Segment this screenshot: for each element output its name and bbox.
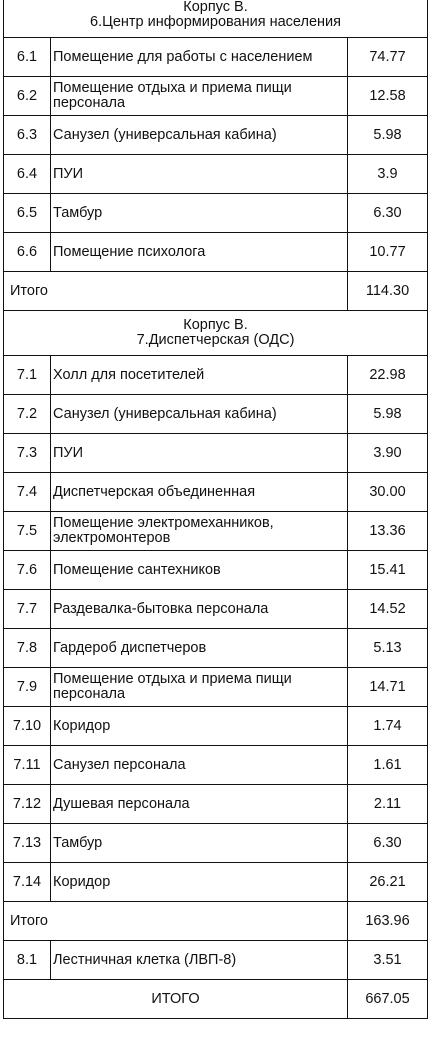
- subtotal-row: [4, 902, 428, 941]
- table-row: [4, 590, 428, 629]
- section-header: [4, 0, 428, 38]
- room-number: 7.14: [4, 863, 51, 902]
- room-area: 6.30: [348, 824, 428, 863]
- room-number: 7.9: [4, 668, 51, 707]
- section-header-row: [4, 311, 428, 356]
- room-area: 2.11: [348, 785, 428, 824]
- room-name: Помещение отдыха и приема пищи персонала: [51, 668, 348, 707]
- room-name: ПУИ: [51, 434, 348, 473]
- table-row: [4, 707, 428, 746]
- room-name: Душевая персонала: [51, 785, 348, 824]
- table-row: [4, 941, 428, 980]
- section-title: 6.Центр информирования населения: [90, 14, 341, 30]
- room-area: 14.71: [348, 668, 428, 707]
- room-area: 5.98: [348, 395, 428, 434]
- grand-total-label: ИТОГО: [4, 980, 348, 1019]
- table-row: [4, 155, 428, 194]
- table-row: [4, 395, 428, 434]
- room-area: 3.9: [348, 155, 428, 194]
- room-number: 6.2: [4, 77, 51, 116]
- room-area: 3.90: [348, 434, 428, 473]
- room-number: 6.1: [4, 38, 51, 77]
- room-number: 7.1: [4, 356, 51, 395]
- room-name: Помещение для работы с населением: [51, 38, 348, 77]
- room-area: 5.98: [348, 116, 428, 155]
- section-title: 7.Диспетчерская (ОДС): [136, 332, 295, 348]
- table-row: [4, 785, 428, 824]
- room-area: 1.61: [348, 746, 428, 785]
- room-name: Санузел персонала: [51, 746, 348, 785]
- table-row: [4, 863, 428, 902]
- room-number: 7.12: [4, 785, 51, 824]
- room-number: 7.7: [4, 590, 51, 629]
- room-name: Тамбур: [51, 194, 348, 233]
- table-row: [4, 233, 428, 272]
- table-row: [4, 551, 428, 590]
- room-number: 7.2: [4, 395, 51, 434]
- subtotal-value: 163.96: [348, 902, 428, 941]
- section-header: [4, 311, 428, 356]
- room-number: 7.10: [4, 707, 51, 746]
- room-area: 10.77: [348, 233, 428, 272]
- room-name: Помещение отдыха и приема пищи персонала: [51, 77, 348, 116]
- table-row: [4, 77, 428, 116]
- table-row: [4, 434, 428, 473]
- room-name: Гардероб диспетчеров: [51, 629, 348, 668]
- room-area: 1.74: [348, 707, 428, 746]
- area-table-sheet: [3, 0, 427, 1019]
- table-row: [4, 824, 428, 863]
- room-name: Коридор: [51, 863, 348, 902]
- room-name: Тамбур: [51, 824, 348, 863]
- room-area: 5.13: [348, 629, 428, 668]
- room-area: 6.30: [348, 194, 428, 233]
- room-number: 7.6: [4, 551, 51, 590]
- room-name: Диспетчерская объединенная: [51, 473, 348, 512]
- room-name: ПУИ: [51, 155, 348, 194]
- room-area: 74.77: [348, 38, 428, 77]
- section-7: [4, 311, 428, 941]
- room-number: 7.13: [4, 824, 51, 863]
- room-number: 7.3: [4, 434, 51, 473]
- room-number: 7.4: [4, 473, 51, 512]
- room-name: Помещение электромеханников, электромонтеров: [51, 512, 348, 551]
- room-number: 6.6: [4, 233, 51, 272]
- room-area: 30.00: [348, 473, 428, 512]
- room-name: Помещение сантехников: [51, 551, 348, 590]
- room-area: 12.58: [348, 77, 428, 116]
- table-row: [4, 473, 428, 512]
- section-header-row: [4, 0, 428, 38]
- room-area: 3.51: [348, 941, 428, 980]
- grand-total-value: 667.05: [348, 980, 428, 1019]
- room-number: 7.11: [4, 746, 51, 785]
- section-building-label: Корпус В.: [183, 0, 248, 15]
- table-row: [4, 116, 428, 155]
- table-row: [4, 38, 428, 77]
- room-area: 15.41: [348, 551, 428, 590]
- room-area: 14.52: [348, 590, 428, 629]
- subtotal-value: 114.30: [348, 272, 428, 311]
- room-name: Холл для посетителей: [51, 356, 348, 395]
- room-name: Помещение психолога: [51, 233, 348, 272]
- table-row: [4, 746, 428, 785]
- room-name: Раздевалка-бытовка персонала: [51, 590, 348, 629]
- room-name: Санузел (универсальная кабина): [51, 116, 348, 155]
- room-area: 13.36: [348, 512, 428, 551]
- room-number: 6.4: [4, 155, 51, 194]
- room-name: Коридор: [51, 707, 348, 746]
- subtotal-row: [4, 272, 428, 311]
- subtotal-label: Итого: [4, 272, 348, 311]
- table-row: [4, 512, 428, 551]
- room-number: 7.8: [4, 629, 51, 668]
- room-number: 6.5: [4, 194, 51, 233]
- section-8: [4, 941, 428, 1019]
- grand-total-row: [4, 980, 428, 1019]
- room-name: Санузел (универсальная кабина): [51, 395, 348, 434]
- table-row: [4, 629, 428, 668]
- room-area-table: [3, 0, 428, 1019]
- section-building-label: Корпус В.: [183, 317, 248, 333]
- room-number: 8.1: [4, 941, 51, 980]
- subtotal-label: Итого: [4, 902, 348, 941]
- room-number: 7.5: [4, 512, 51, 551]
- table-row: [4, 194, 428, 233]
- room-area: 26.21: [348, 863, 428, 902]
- room-area: 22.98: [348, 356, 428, 395]
- room-number: 6.3: [4, 116, 51, 155]
- room-name: Лестничная клетка (ЛВП-8): [51, 941, 348, 980]
- section-6: [4, 0, 428, 311]
- table-row: [4, 356, 428, 395]
- table-row: [4, 668, 428, 707]
